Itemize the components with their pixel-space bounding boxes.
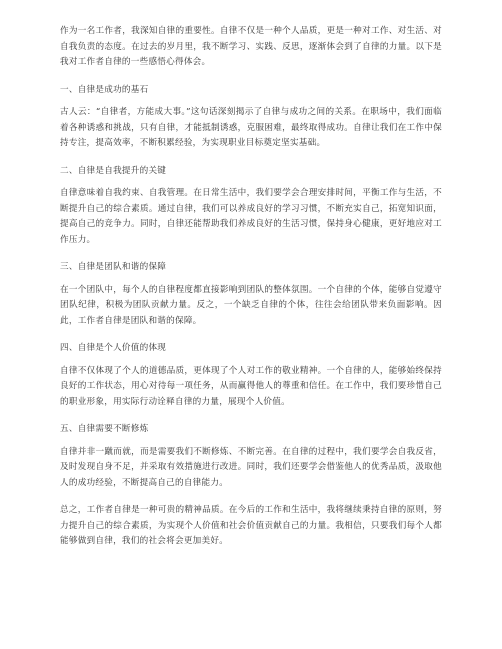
section-body-5: 自律并非一蹴而就，而是需要我们不断修炼、不断完善。在自律的过程中，我们要学会自我反省，及时发现自身不足，并采取有效措施进行改进。同时，我们还要学会借鉴他人的优秀品质，汲取他人的成功经验，不断提高自己的自律能力。 — [60, 446, 442, 488]
section-heading-2: 二、自律是自我提升的关键 — [60, 165, 167, 176]
section-heading-1: 一、自律是成功的基石 — [60, 84, 149, 95]
section-heading-3: 三、自律是团队和谐的保障 — [60, 262, 167, 272]
conclusion-paragraph: 总之，工作者自律是一种可贵的精神品质。在今后的工作和生活中，我将继续秉持自律的原则，努力提升自己的综合素质，为实现个人价值和社会价值贡献自己的力量。我相信，只要我们每个人都能够做到自律，我们的社会将会更加美好。 — [60, 505, 442, 546]
section-heading-5: 五、自律需要不断修炼 — [60, 424, 149, 434]
section-heading-4: 四、自律是个人价值的体现 — [60, 343, 167, 353]
section-body-4: 自律不仅体现了个人的道德品质，更体现了个人对工作的敬业精神。一个自律的人，能够始终保持良好的工作状态，用心对待每一项任务，从而赢得他人的尊重和信任。在工作中，我们要珍惜自己的职业形象，用实际行动诠释自律的力量，展现个人价值。 — [60, 365, 442, 407]
section-body-1: 古人云：“自律者，方能成大事。”这句话深刻揭示了自律与成功之间的关系。在职场中，我们面临着各种诱惑和挑战，只有自律，才能抵制诱惑，克服困难，最终取得成功。自律让我们在工作中保持专注，提高效率，不断积累经验，为实现职业目标奠定坚实基础。 — [60, 107, 442, 148]
section-body-3: 在一个团队中，每个人的自律程度都直接影响到团队的整体氛围。一个自律的个体，能够自觉遵守团队纪律，积极为团队贡献力量。反之，一个缺乏自律的个体，往往会给团队带来负面影响。因此，工作者自律是团队和谐的保障。 — [60, 284, 442, 326]
section-body-2: 自律意味着自我约束、自我管理。在日常生活中，我们要学会合理安排时间，平衡工作与生活，不断提升自己的综合素质。通过自律，我们可以养成良好的学习习惯，不断充实自己，拓宽知识面，提高自己的竞争力。同时，自律还能帮助我们养成良好的生活习惯，保持身心健康，更好地应对工作压力。 — [60, 188, 442, 245]
intro-paragraph: 作为一名工作者，我深知自律的重要性。自律不仅是一种个人品质，更是一种对工作、对生活、对自我负责的态度。在过去的岁月里，我不断学习、实践、反思，逐渐体会到了自律的力量。以下是我对工作者自律的一些感悟心得体会。 — [60, 26, 442, 67]
